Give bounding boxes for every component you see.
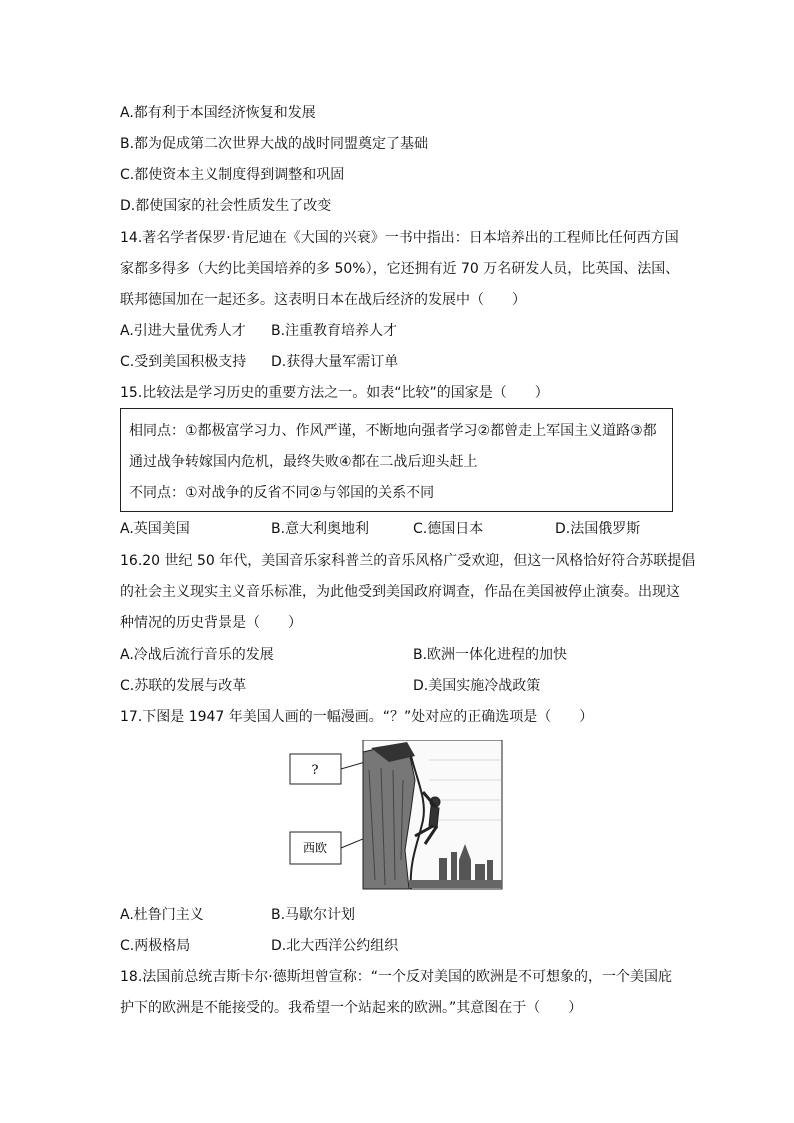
q17-option-a: A.杜鲁门主义 xyxy=(120,907,204,923)
q14-option-a: A.引进大量优秀人才 xyxy=(120,323,246,339)
q15-option-b: B.意大利奥地利 xyxy=(271,521,370,537)
cold-war-cartoon xyxy=(289,740,503,890)
q15-table-line-1: 相同点：①都极富学习力、作风严谨，不断地向强者学习②都曾走上军国主义道路③都 xyxy=(129,423,657,439)
q13-option-d: D.都使国家的社会性质发生了改变 xyxy=(120,198,332,214)
q13-option-a: A.都有利于本国经济恢复和发展 xyxy=(120,105,316,121)
q17-option-c: C.两极格局 xyxy=(120,938,191,954)
q16-stem-line-1: 16.20 世纪 50 年代，美国音乐家科普兰的音乐风格广受欢迎，但这一风格恰好符合苏联提倡 xyxy=(120,553,696,569)
q16-option-b: B.欧洲一体化进程的加快 xyxy=(413,647,568,663)
q17-option-b: B.马歇尔计划 xyxy=(271,907,356,923)
q15-table-line-2: 通过战争转嫁国内危机，最终失败④都在二战后迎头赶上 xyxy=(129,454,478,470)
q15-stem: 15.比较法是学习历史的重要方法之一。如表“比较”的国家是（ ） xyxy=(120,385,549,401)
q16-stem-line-2: 的社会主义现实主义音乐标准，为此他受到美国政府调查，作品在美国被停止演奏。出现这 xyxy=(120,584,680,600)
q16-stem-line-3: 种情况的历史背景是（ ） xyxy=(120,615,302,631)
q13-option-b: B.都为促成第二次世界大战的战时同盟奠定了基础 xyxy=(120,136,429,152)
q15-option-d: D.法国俄罗斯 xyxy=(555,521,641,537)
q15-option-c: C.德国日本 xyxy=(413,521,484,537)
cartoon-cliff xyxy=(363,746,415,889)
q15-comparison-table xyxy=(120,408,673,512)
q17-option-d: D.北大西洋公约组织 xyxy=(271,938,399,954)
q18-stem-line-1: 18.法国前总统吉斯卡尔·德斯坦曾宣称：“一个反对美国的欧洲是不可想象的，一个美国庇 xyxy=(120,969,672,985)
q14-stem-line-3: 联邦德国加在一起还多。这表明日本在战后经济的发展中（ ） xyxy=(120,292,526,308)
q14-stem-line-1: 14.著名学者保罗·肯尼迪在《大国的兴衰》一书中指出：日本培养出的工程师比任何西方国 xyxy=(120,230,679,246)
q15-table-line-3: 不同点：①对战争的反省不同②与邻国的关系不同 xyxy=(129,485,435,501)
q16-option-c: C.苏联的发展与改革 xyxy=(120,678,247,694)
q14-option-d: D.获得大量军需订单 xyxy=(271,354,399,370)
cartoon-label-top: ? xyxy=(311,763,319,778)
q16-option-a: A.冷战后流行音乐的发展 xyxy=(120,647,274,663)
cartoon-label-bottom: 西欧 xyxy=(302,841,328,855)
q18-stem-line-2: 护下的欧洲是不能接受的。我希望一个站起来的欧洲。”其意图在于（ ） xyxy=(120,1000,583,1016)
q14-option-b: B.注重教育培养人才 xyxy=(271,323,398,339)
q15-option-a: A.英国美国 xyxy=(120,521,190,537)
cartoon-ground xyxy=(409,880,502,888)
q17-stem: 17.下图是 1947 年美国人画的一幅漫画。“？”处对应的正确选项是（ ） xyxy=(120,709,594,725)
q16-option-d: D.美国实施冷战政策 xyxy=(413,678,541,694)
q14-option-c: C.受到美国积极支持 xyxy=(120,354,247,370)
q14-stem-line-2: 家都多得多（大约比美国培养的多 50%），它还拥有近 70 万名研发人员，比英国、法国、 xyxy=(120,261,680,277)
q13-option-c: C.都使资本主义制度得到调整和巩固 xyxy=(120,167,345,183)
